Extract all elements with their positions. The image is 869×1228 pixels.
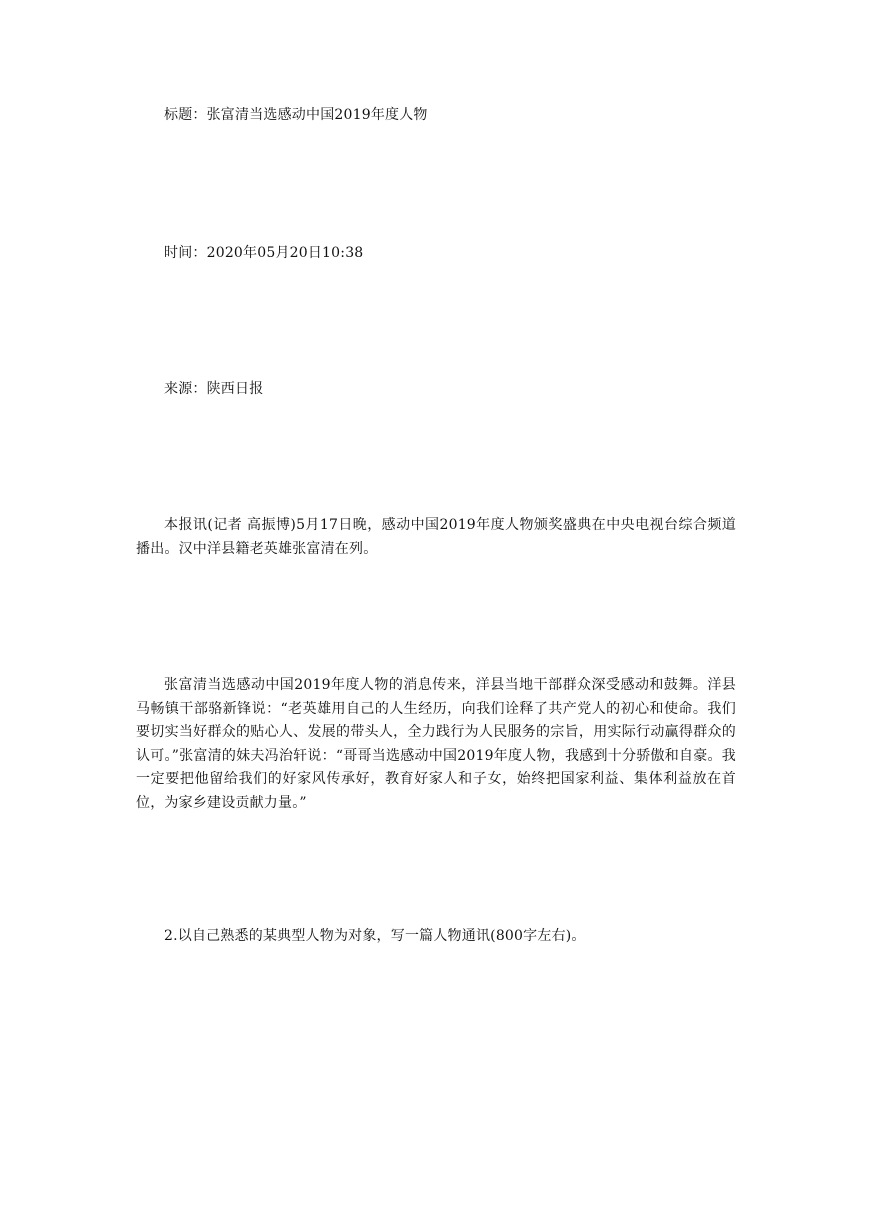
- task-paragraph: 2.以自己熟悉的某典型人物为对象，写一篇人物通讯(800字左右)。: [164, 928, 586, 944]
- title-line: 标题：张富清当选感动中国2019年度人物: [164, 107, 428, 123]
- time-line: 时间：2020年05月20日10:38: [164, 245, 364, 261]
- source-line: 来源：陕西日报: [164, 381, 264, 397]
- lead-paragraph: 本报讯(记者 高振博)5月17日晚，感动中国2019年度人物颁奖盛典在中央电视台综合频道播出。汉中洋县籍老英雄张富清在列。: [136, 517, 736, 557]
- body-paragraph: 张富清当选感动中国2019年度人物的消息传来，洋县当地干部群众深受感动和鼓舞。洋县马畅镇干部骆新锋说：“老英雄用自己的人生经历，向我们诠释了共产党人的初心和使命。我们要切实当好群众的贴心人、发展的带头人，全力践行为人民服务的宗旨，用实际行动赢得群众的认可。”张富清的妹夫冯治轩说：“哥哥当选感动中国2019年度人物，我感到十分骄傲和自豪。我一定要把他留给我们的好家风传承好，教育好家人和子女，始终把国家利益、集体利益放在首位，为家乡建设贡献力量。”: [136, 677, 736, 811]
